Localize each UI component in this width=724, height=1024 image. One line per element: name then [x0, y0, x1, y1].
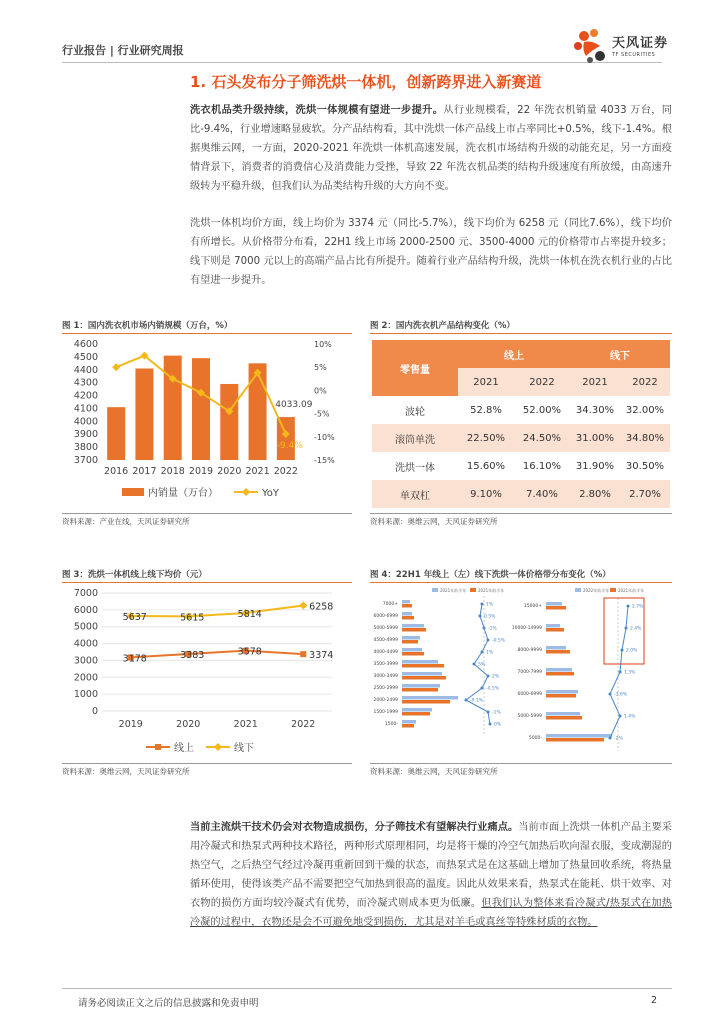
fig1-label-last-value: 4033.09: [275, 400, 313, 411]
fig3-data-label-online: 3374: [309, 650, 334, 662]
fig4-right-bar-a: [546, 602, 562, 606]
logo-text-en: TF SECURITIES: [612, 52, 656, 58]
fig3-y-tick: 1000: [73, 689, 98, 701]
fig4-left-bar-a: [402, 600, 410, 604]
fig2-row-name: 滚筒单洗: [395, 434, 435, 446]
fig4-left-change-label: 0.5%: [484, 614, 496, 620]
fig4-left-cat: 3500-3999: [373, 662, 398, 667]
fig3-y-tick: 3000: [73, 655, 98, 667]
fig4-left-change-point: [487, 675, 490, 678]
fig2-cell: 2.70%: [629, 488, 661, 500]
fig1-bar: [192, 358, 210, 460]
fig4-right-change-point: [619, 715, 622, 718]
fig4-left-change-point: [481, 651, 484, 654]
fig4-left-bar-b: [402, 604, 412, 608]
fig2-cell: 7.40%: [526, 488, 558, 500]
fig1-y2-tick: 10%: [314, 340, 332, 349]
fig3-x-tick: 2019: [118, 719, 143, 730]
fig4-left-bar-b: [402, 640, 418, 644]
fig4-source: 资料来源：奥维云网，天风证券研究所: [370, 767, 498, 776]
fig2-cell: 30.50%: [625, 460, 665, 472]
fig1-y-tick: 4500: [73, 351, 98, 363]
fig4-right-bar-a: [546, 624, 560, 628]
fig4-right-change-point: [621, 649, 624, 652]
fig4-right-change-label: 2.7%: [632, 604, 644, 610]
fig4-left-legend-label: 2021年前半年: [478, 588, 505, 593]
fig4-left-change-point: [487, 711, 490, 714]
fig2-year: 2022: [529, 376, 555, 388]
fig4-left-change-point: [487, 639, 490, 642]
fig2-rule: [370, 333, 672, 334]
fig1-y-tick: 4300: [73, 377, 98, 389]
fig3-chart: [62, 585, 352, 761]
paragraph-1-body: 从行业规模看，22 年洗衣机销量 4033 万台，同比-9.4%，行业增速略显疲软。分产品结构看，其中洗烘一体产品线上市占率同比+0.5%，线下-1.4%。根据奥维云网，一方面，2020-2021 年洗烘一体机高速发展，洗衣机市场结构升级的动能充足，另一方面疫情背景下，消费者的消费信心及消费能力受挫，导致 22 年洗衣机品类的结构升级速度有所放缓，由高速升级转为平稳升级，但我们认为品类结构升级的大方向不变。: [190, 105, 672, 192]
fig4-left-bar-a: [402, 684, 440, 688]
fig2-cell: 32.00%: [625, 404, 665, 416]
fig2-row-name: 波轮: [405, 406, 425, 418]
fig1-bar: [249, 363, 267, 460]
fig2-cell: 52.8%: [470, 404, 502, 416]
fig2-table: [372, 340, 670, 508]
fig4-right-bar-b: [546, 628, 564, 632]
fig3-y-tick: 0: [91, 706, 98, 717]
fig1-y2-tick: 5%: [314, 363, 327, 373]
fig4-left-bar-a: [402, 708, 432, 712]
fig4-right-bar-a: [546, 690, 578, 694]
fig2-cell: 31.00%: [575, 432, 615, 444]
fig1-rule: [62, 333, 352, 334]
fig4-left-cat: 4000-4499: [373, 650, 398, 655]
paragraph-3-body: 当前市面上洗烘一体机产品主要采用冷凝式和热泵式两种技术路径，两种形式原理相同，均是将干燥的冷空气加热后吹向湿衣服，变成潮湿的热空气，之后热空气经过冷凝再重新回到干燥的状态，而热泵式是在这基础上增加了热量回收系统，将热量循环使用，使得该类产品不需要把空气加热到很高的温度。因此从效果来看，热泵式在能耗、烘干效率、对衣物的损伤方面均较冷凝式有优势，而冷凝式则成本更为低廉。: [190, 822, 672, 909]
fig4-left-change-label: -1%: [488, 626, 497, 632]
fig2-cell: 34.80%: [625, 432, 665, 444]
fig4-left-change-point: [479, 615, 482, 618]
fig1-source: 资料来源：产业在线，天风证券研究所: [62, 517, 190, 526]
fig4-left-change-label: 2%: [492, 674, 500, 680]
fig2-cell: 9.10%: [470, 488, 502, 500]
fig1-bar: [277, 417, 295, 460]
fig4-right-change-point: [625, 627, 628, 630]
fig2-cell: 16.10%: [522, 460, 562, 472]
fig1-y-tick: 4000: [73, 416, 98, 428]
fig4-left-change-label: 1%: [486, 602, 494, 608]
fig3-data-label-offline: 5615: [180, 612, 205, 624]
fig1-y-tick: 3900: [73, 429, 98, 441]
fig1-yoy-point: [112, 363, 120, 371]
fig4-chart: [370, 586, 672, 762]
page-number: 2: [651, 995, 658, 1006]
fig1-legend-bar-label: 内销量（万台）: [148, 488, 218, 499]
header-report-type: 行业报告 | 行业研究周报: [62, 44, 184, 57]
fig4-right-change-label: -2%: [614, 736, 623, 742]
fig4-left-change-label: -1%: [492, 710, 501, 716]
fig4-right-cat: 6000-6999: [517, 692, 542, 697]
fig3-title: 图 3：洗烘一体机线上线下均价（元）: [62, 570, 207, 580]
fig2-group-offline: 线下: [570, 340, 670, 368]
fig3-data-label-offline: 5637: [122, 611, 147, 623]
fig1-x-tick: 2017: [132, 466, 157, 477]
fig3-data-label-offline: 5814: [237, 608, 262, 620]
fig2-title: 图 2：国内洗衣机产品结构变化（%）: [370, 321, 515, 331]
fig3-data-label-online: 3178: [122, 653, 147, 665]
fig1-chart: [62, 336, 352, 512]
fig4-left-bar-a: [402, 672, 442, 676]
fig3-y-tick: 2000: [73, 672, 98, 684]
fig4-left-bar-a: [402, 624, 424, 628]
fig2-source: 资料来源：奥维云网，天风证券研究所: [370, 517, 498, 526]
fig4-left-bar-b: [402, 676, 446, 680]
fig4-left-cat: 6000-6999: [373, 614, 398, 619]
fig4-bottom-rule: [370, 763, 672, 764]
fig4-left-bar-a: [402, 612, 412, 616]
fig4-left-change-label: 5%: [478, 662, 486, 668]
fig4-right-change-point: [627, 605, 630, 608]
logo-text: 天风证券: [612, 36, 669, 51]
fig1-y2-tick: -10%: [314, 432, 335, 442]
fig2-year: 2021: [473, 376, 499, 388]
fig4-right-bar-b: [546, 716, 582, 720]
fig3-line-offline: [131, 606, 304, 617]
fig4-left-bar-b: [402, 724, 414, 728]
fig4-rule: [370, 582, 672, 583]
fig4-right-cat: 5000-5999: [517, 714, 542, 719]
fig4-left-legend-swatch: [470, 588, 476, 592]
fig4-left-legend-swatch: [432, 588, 438, 592]
fig3-y-tick: 7000: [73, 588, 98, 599]
fig3-y-tick: 5000: [73, 621, 98, 633]
fig4-right-cat: 10000-14999: [511, 626, 542, 631]
fig1-bottom-rule: [62, 513, 352, 514]
fig4-right-bar-b: [546, 606, 566, 610]
fig1-bar: [164, 356, 182, 460]
fig4-right-legend-label: 2022年前半年: [583, 588, 610, 593]
fig3-x-tick: 2020: [176, 719, 201, 730]
fig3-data-label-online: 3383: [180, 649, 205, 661]
fig1-y-tick: 4200: [73, 390, 98, 402]
fig4-left-change-point: [465, 699, 468, 702]
paragraph-2: 洗烘一体机均价方面，线上均价为 3374 元（同比-5.7%），线下均价为 6258 元（同比7.6%），线下均价有所增长。从价格带分布看，22H1 线上市场 2000-2500 元、3500-4000 元的价格带市占率提升较多；线下则是 7000 元以上的高端产品占比有所提升。随着行业产品结构升级，洗烘一体机在洗衣机行业的占比有望进一步提升。: [190, 218, 672, 286]
fig1-y-tick: 4600: [73, 339, 98, 350]
fig1-y2-tick: -5%: [314, 409, 330, 419]
fig1-x-tick: 2020: [217, 466, 242, 477]
fig2-cell: 52.00%: [522, 404, 562, 416]
fig4-left-change-label: -0.5%: [492, 638, 506, 644]
fig3-x-tick: 2021: [233, 719, 258, 730]
section-title: 1. 石头发布分子筛洗烘一体机，创新跨界进入新赛道: [190, 73, 542, 91]
fig1-y-tick: 4100: [73, 403, 98, 415]
fig4-left-bar-a: [402, 636, 420, 640]
fig1-legend-line-marker: [242, 488, 250, 496]
fig3-source: 资料来源：奥维云网，天风证券研究所: [62, 767, 190, 776]
fig4-left-bar-b: [402, 688, 438, 692]
paragraph-1: [190, 101, 672, 196]
fig4-left-change-point: [481, 603, 484, 606]
fig4-left-bar-a: [402, 648, 422, 652]
fig4-left-cat: 1500-: [384, 722, 398, 727]
fig4-right-cat: 15000+: [523, 604, 542, 609]
fig2-row-name: 单双杠: [400, 490, 430, 502]
fig1-y-tick: 3700: [73, 455, 98, 466]
fig1-bar: [220, 384, 238, 460]
fig4-left-bar-a: [402, 660, 438, 664]
fig1-legend-bar-swatch: [122, 488, 144, 496]
fig4-left-legend-label: 2021年前半年: [440, 588, 467, 593]
fig4-right-cat: 8000-9999: [517, 648, 542, 653]
fig2-bottom-rule: [370, 513, 672, 514]
fig1-x-tick: 2022: [273, 466, 298, 477]
fig2-year: 2021: [582, 376, 608, 388]
fig4-right-bar-a: [546, 734, 612, 738]
fig2-corner: 零售量: [372, 340, 458, 396]
fig1-y-tick: 3800: [73, 442, 98, 454]
fig4-right-bar-b: [546, 672, 574, 676]
fig4-left-cat: 2500-2999: [373, 686, 398, 691]
fig4-right-change-label: 2.4%: [630, 626, 642, 632]
fig4-left-bar-b: [402, 652, 424, 656]
fig4-right-legend-swatch: [575, 588, 581, 592]
fig4-left-cat: 7000+: [382, 602, 398, 607]
fig2-group-online: 线上: [458, 340, 570, 368]
footer-divider: [62, 988, 672, 989]
fig4-right-bar-a: [546, 668, 572, 672]
fig3-legend-online-marker: [155, 744, 161, 750]
fig3-line-online: [131, 651, 304, 658]
fig4-right-bar-a: [546, 712, 580, 716]
fig4-left-change-label: -9.1%: [470, 698, 484, 704]
fig4-left-bar-b: [402, 700, 450, 704]
fig4-right-bar-b: [546, 650, 570, 654]
fig4-left-change-point: [481, 687, 484, 690]
fig4-right-cat: 5000-: [528, 736, 542, 741]
fig4-right-change-point: [609, 737, 612, 740]
fig1-x-tick: 2018: [160, 466, 185, 477]
fig4-left-cat: 1500-1999: [373, 710, 398, 715]
fig3-legend-online-label: 线上: [174, 743, 194, 754]
paragraph-1-lead: 洗衣机品类升级持续，洗烘一体规模有望进一步提升。: [190, 105, 444, 116]
fig4-right-bar-b: [546, 738, 604, 742]
fig1-x-tick: 2019: [188, 466, 214, 477]
fig3-bottom-rule: [62, 763, 352, 764]
fig4-right-change-label: 1.3%: [624, 670, 636, 676]
fig4-title: 图 4：22H1 年线上（左）线下洗烘一体价格带分布变化（%）: [370, 570, 611, 580]
fig3-y-tick: 4000: [73, 638, 98, 650]
fig3-point-offline: [299, 602, 307, 610]
fig3-x-tick: 2022: [291, 719, 316, 730]
fig4-left-change-label: 1%: [486, 650, 494, 656]
fig4-left-change-point: [473, 663, 476, 666]
fig1-bar: [135, 368, 153, 460]
fig3-point-online: [300, 651, 306, 657]
fig2-cell: 24.50%: [522, 432, 562, 444]
fig4-right-change-label: 1.4%: [624, 714, 636, 720]
fig4-right-change-label: -3.6%: [614, 692, 628, 698]
fig4-right-change-point: [609, 693, 612, 696]
fig4-left-bar-b: [402, 712, 430, 716]
fig1-y2-tick: -15%: [314, 456, 335, 465]
fig4-left-bar-a: [402, 720, 416, 724]
fig1-x-tick: 2016: [104, 466, 129, 477]
paragraph-3: [190, 818, 672, 932]
fig4-right-legend-label: 2021年前半年: [618, 588, 645, 593]
fig3-data-label-online: 3578: [237, 646, 262, 658]
fig4-right-bar-a: [546, 646, 566, 650]
fig4-left-change-label: 0%: [494, 722, 502, 728]
fig2-cell: 15.60%: [466, 460, 506, 472]
fig4-left-change-label: -0.5%: [486, 686, 500, 692]
fig4-right-bar-b: [546, 694, 576, 698]
fig4-left-bar-b: [402, 664, 444, 668]
fig4-left-cat: 3000-3499: [373, 674, 398, 679]
fig1-y2-tick: 0%: [314, 386, 327, 396]
fig4-left-cat: 2000-2499: [373, 698, 398, 703]
fig2-cell: 2.80%: [579, 488, 611, 500]
fig3-data-label-offline: 6258: [309, 601, 334, 613]
fig3-legend-offline-label: 线下: [234, 743, 254, 754]
fig4-left-bar-a: [402, 696, 458, 700]
fig1-y-tick: 4400: [73, 364, 98, 376]
fig1-legend-line-label: YoY: [262, 488, 280, 499]
fig2-row-name: 洗烘一体: [395, 462, 435, 474]
fig4-right-legend-swatch: [610, 588, 616, 592]
fig4-left-cat: 5000-5999: [373, 626, 398, 631]
fig2-cell: 34.30%: [575, 404, 615, 416]
fig1-bar: [107, 407, 125, 460]
fig3-rule: [62, 582, 352, 583]
fig4-left-cat: 4500-4999: [373, 638, 398, 643]
fig1-label-last-yoy: -9.4%: [276, 441, 303, 452]
fig2-year: 2022: [632, 376, 658, 388]
fig4-left-change-point: [489, 723, 492, 726]
fig1-x-tick: 2021: [245, 466, 270, 477]
fig4-left-bar-b: [402, 628, 426, 632]
footer-disclaimer: 请务必阅读正文之后的信息披露和免责申明: [78, 998, 259, 1009]
fig4-right-change-label: 2.0%: [626, 648, 638, 654]
fig2-cell: 31.90%: [575, 460, 615, 472]
fig2-cell: 22.50%: [466, 432, 506, 444]
paragraph-3-lead: 当前主流烘干技术仍会对衣物造成损伤，分子筛技术有望解决行业痛点。: [190, 822, 519, 833]
fig4-right-cat: 7000-7999: [517, 670, 542, 675]
fig3-legend-offline-marker: [214, 743, 222, 751]
fig4-right-change-point: [619, 671, 622, 674]
fig1-title: 图 1：国内洗衣机市场内销规模（万台，%）: [62, 321, 233, 331]
fig2-table-wrapper: [372, 340, 670, 508]
tf-logo-icon: [570, 26, 612, 66]
fig4-left-bar-b: [402, 616, 414, 620]
paragraph-3-underline: 但我们认为整体来看冷凝式/热泵式在加热冷凝的过程中，衣物还是会不可避免地受到损伤，尤其是对羊毛或真丝等特殊材质的衣物。: [190, 898, 672, 928]
fig3-y-tick: 6000: [73, 604, 98, 616]
